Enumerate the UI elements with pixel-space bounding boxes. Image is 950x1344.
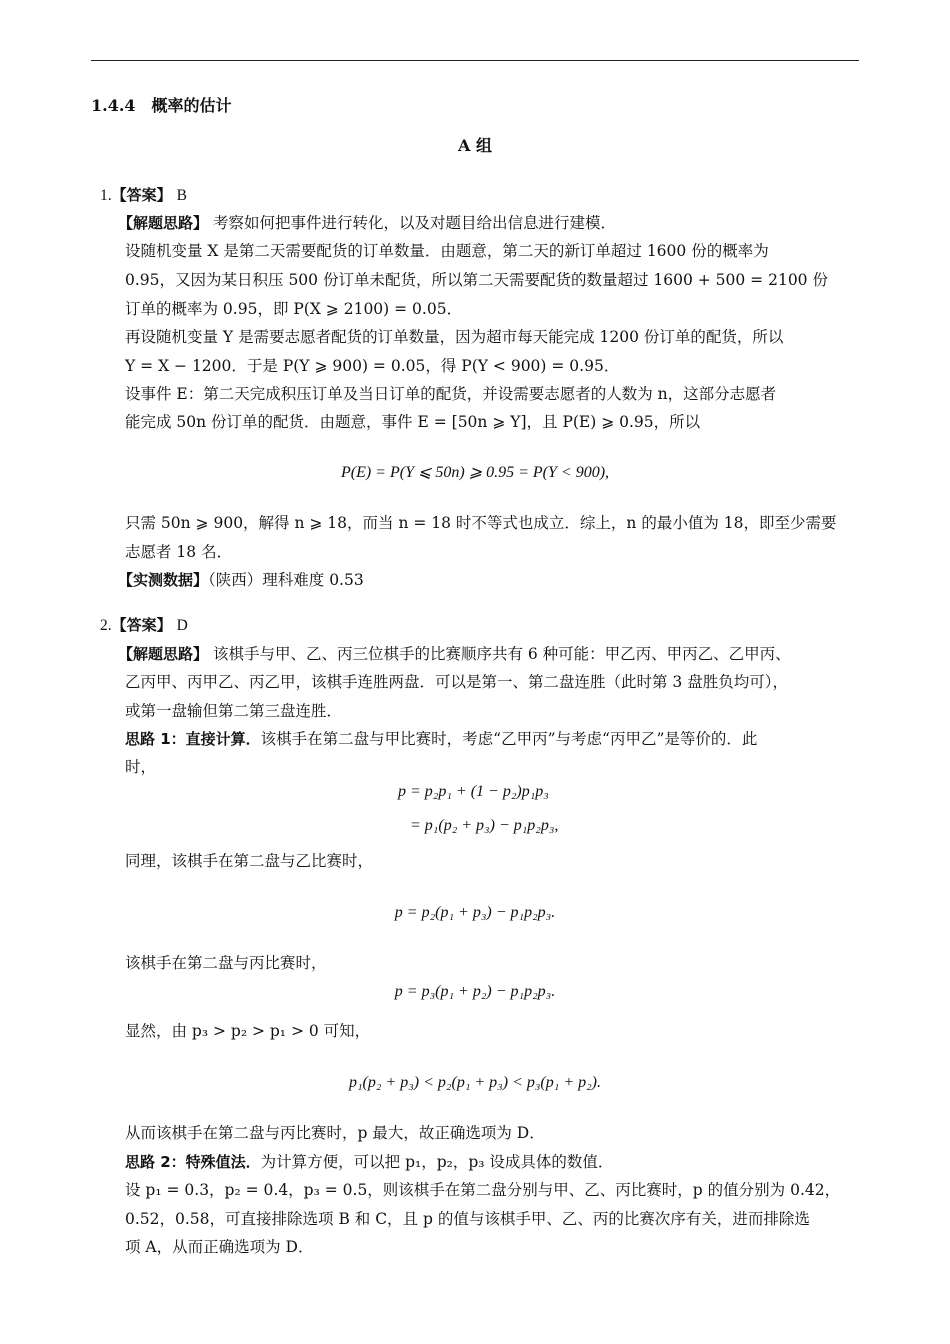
q1-data-line bbox=[118, 570, 364, 590]
q1-para3-line1: 设事件 E：第二天完成积压订单及当日订单的配货，并设需要志愿者的人数为 n，这部分志愿者 bbox=[125, 385, 777, 403]
q1-data-text: （陕西）理科难度 0.53 bbox=[208, 571, 364, 589]
q1-para3-line2: 能完成 50n 份订单的配货．由题意，事件 E = [50n ⩾ Y]，且 P(E) ⩾ 0.95，所以 bbox=[125, 413, 701, 431]
q2-analysis-text: 该棋手与甲、乙、丙三位棋手的比赛顺序共有 6 种可能：甲乙丙、甲丙乙、乙甲丙、 bbox=[212, 645, 791, 663]
q2-number: 2. bbox=[100, 617, 112, 634]
header-rule bbox=[91, 60, 859, 61]
q2-idea2-line3: 项 A，从而正确选项为 D． bbox=[125, 1238, 314, 1256]
group-heading: A 组 bbox=[458, 136, 492, 155]
q2-answer: D bbox=[176, 617, 188, 634]
q2-analysis-label: 【解题思路】 bbox=[118, 645, 209, 663]
q1-analysis-text: 考察如何把事件进行转化，以及对题目给出信息进行建模． bbox=[212, 214, 616, 232]
q2-idea1-line bbox=[125, 729, 757, 749]
q2-analysis-line1 bbox=[118, 644, 791, 664]
q1-formula: P(E) = P(Y ⩽ 50n) ⩾ 0.95 = P(Y < 900), bbox=[340, 464, 610, 481]
q2-formula-1a: p = p₂p₁ + (1 − p₂)p₁p₃ bbox=[398, 783, 549, 800]
q1-para1-line2: 0.95，又因为某日积压 500 份订单未配货，所以第二天需要配货的数量超过 1600 + 500 = 2100 份 bbox=[125, 271, 828, 289]
q1-para4-line2: 志愿者 18 名． bbox=[125, 543, 233, 561]
q1-data-label: 【实测数据】 bbox=[118, 571, 209, 589]
q1-para1-line3: 订单的概率为 0.95，即 P(X ⩾ 2100) = 0.05． bbox=[125, 300, 463, 318]
q2-idea1-label: 思路 1：直接计算． bbox=[125, 730, 261, 748]
q1-answer-line bbox=[100, 185, 187, 206]
q2-formula-4: p₁(p₂ + p₃) < p₂(p₁ + p₃) < p₃(p₁ + p₂). bbox=[348, 1074, 601, 1091]
q2-formula-1b: = p₁(p₂ + p₃) − p₁p₂p₃, bbox=[410, 817, 559, 834]
q2-analysis-line3: 或第一盘输但第二第三盘连胜． bbox=[125, 702, 343, 720]
q2-obvious: 显然，由 p₃ > p₂ > p₁ > 0 可知， bbox=[125, 1022, 371, 1040]
q2-idea2-line bbox=[125, 1152, 613, 1172]
q2-answer-line bbox=[100, 615, 188, 636]
q2-conclusion1: 从而该棋手在第二盘与丙比赛时，p 最大，故正确选项为 D． bbox=[125, 1124, 545, 1142]
q2-idea2-line1: 设 p₁ = 0.3，p₂ = 0.4，p₃ = 0.5，则该棋手在第二盘分别与甲、乙、丙比赛时，p 的值分别为 0.42， bbox=[125, 1181, 841, 1199]
q1-number: 1. bbox=[100, 187, 112, 204]
q2-idea2-label: 思路 2：特殊值法． bbox=[125, 1153, 261, 1171]
q2-formula-3: p = p₃(p₁ + p₂) − p₁p₂p₃. bbox=[394, 983, 556, 1000]
q2-formula-2: p = p₂(p₁ + p₃) − p₁p₂p₃. bbox=[394, 904, 556, 921]
q1-analysis-line bbox=[118, 213, 616, 233]
q1-para2-line2: Y = X − 1200．于是 P(Y ⩾ 900) = 0.05，得 P(Y < 900) = 0.95． bbox=[125, 357, 620, 375]
q1-answer: B bbox=[176, 187, 187, 204]
q2-same-b: 同理，该棋手在第二盘与乙比赛时， bbox=[125, 852, 374, 870]
q2-idea1-text: 该棋手在第二盘与甲比赛时，考虑“乙甲丙”与考虑“丙甲乙”是等价的．此 bbox=[260, 730, 758, 748]
q2-answer-label: 【答案】 bbox=[111, 616, 172, 634]
section-title: 1.4.4 概率的估计 bbox=[91, 96, 232, 115]
q1-para1-line1: 设随机变量 X 是第二天需要配货的订单数量．由题意，第二天的新订单超过 1600 份的概率为 bbox=[125, 242, 769, 260]
q2-same-c: 该棋手在第二盘与丙比赛时， bbox=[125, 954, 327, 972]
q2-idea2-line2: 0.52，0.58，可直接排除选项 B 和 C，且 p 的值与该棋手甲、乙、丙的比赛次序有关，进而排除选 bbox=[125, 1210, 810, 1228]
q2-analysis-line2: 乙丙甲、丙甲乙、丙乙甲，该棋手连胜两盘．可以是第一、第二盘连胜（此时第 3 盘胜负均可）， bbox=[125, 673, 788, 691]
q1-para4-line1: 只需 50n ⩾ 900，解得 n ⩾ 18，而当 n = 18 时不等式也成立．综上，n 的最小值为 18，即至少需要 bbox=[125, 514, 837, 532]
q1-para2-line1: 再设随机变量 Y 是需要志愿者配货的订单数量，因为超市每天能完成 1200 份订单的配货，所以 bbox=[125, 328, 784, 346]
q1-analysis-label: 【解题思路】 bbox=[118, 214, 209, 232]
q2-idea2-text: 为计算方便，可以把 p₁，p₂，p₃ 设成具体的数值． bbox=[260, 1153, 614, 1171]
q1-answer-label: 【答案】 bbox=[111, 186, 172, 204]
q2-idea1-line2: 时， bbox=[125, 758, 157, 776]
